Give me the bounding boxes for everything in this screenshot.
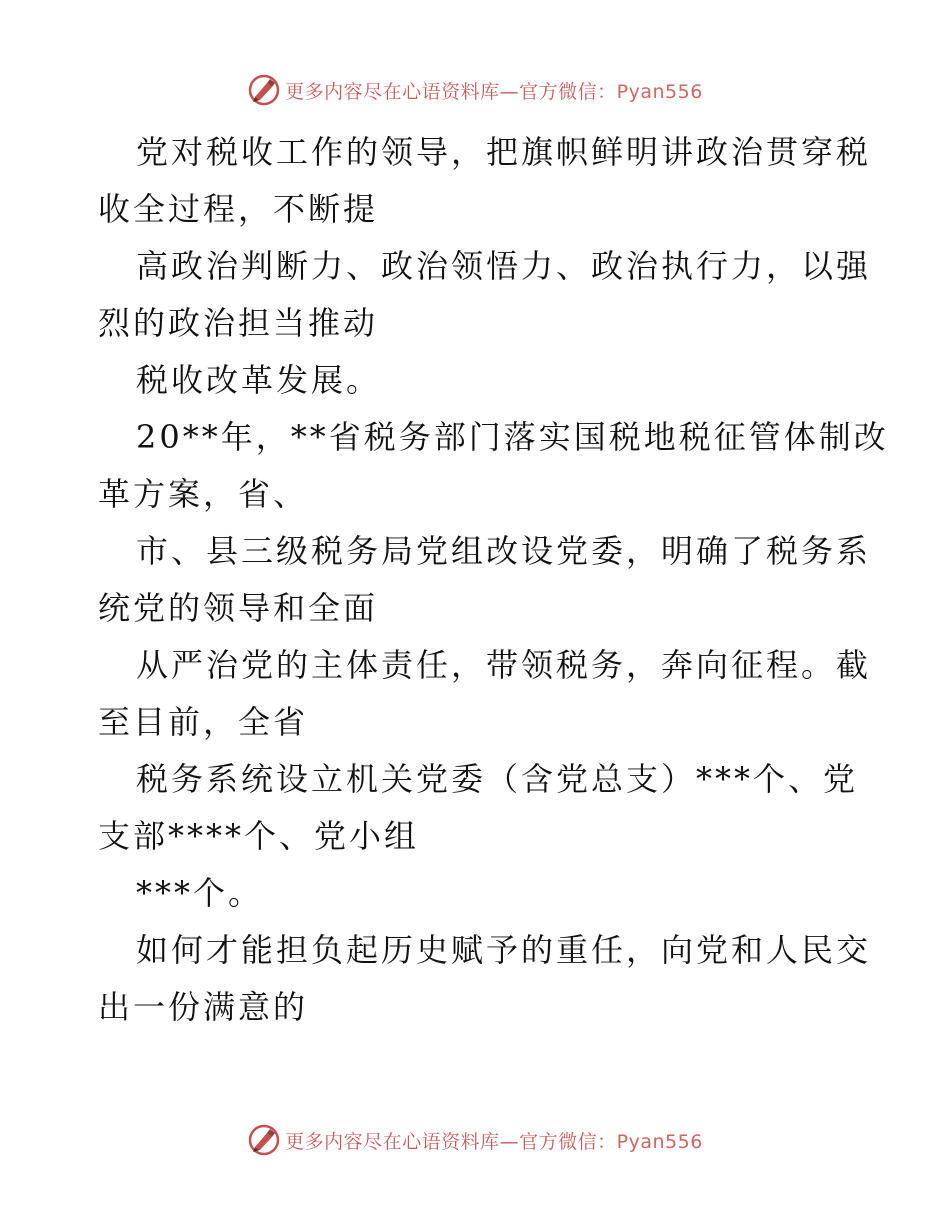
text-line: 从严治党的主体责任，带领税务，奔向征程。截: [136, 646, 872, 684]
text-line: 税务系统设立机关党委（含党总支）***个、党: [136, 760, 859, 798]
text-line: 支部****个、党小组: [98, 817, 420, 855]
text-line: 至目前，全省: [98, 703, 309, 741]
watermark-wechat-id: Pyan556: [616, 80, 703, 103]
paragraph: [98, 865, 858, 922]
text-line: 出一份满意的: [98, 988, 309, 1026]
paragraph: [98, 637, 872, 751]
paragraph: [98, 238, 872, 352]
text-line: 20**年，**省税务部门落实国税地税征管体制改: [136, 418, 889, 456]
watermark-wechat-id: Pyan556: [616, 1130, 703, 1153]
text-line: 党对税收工作的领导，把旗帜鲜明讲政治贯穿税: [136, 133, 872, 171]
header-watermark: [0, 70, 950, 110]
text-line: 税收改革发展。: [136, 361, 382, 399]
paragraph: [98, 409, 889, 523]
watermark-text: 更多内容尽在心语资料库—官方微信：: [285, 1130, 617, 1153]
text-line: 高政治判断力、政治领悟力、政治执行力，以强: [136, 247, 872, 285]
text-line: 革方案，省、: [98, 475, 309, 513]
text-line: 如何才能担负起历史赋予的重任，向党和人民交: [136, 931, 872, 969]
text-line: 市、县三级税务局党组改设党委，明确了税务系: [136, 532, 872, 570]
pen-logo-icon: [247, 1123, 281, 1157]
paragraph: [98, 124, 872, 238]
text-line: 收全过程，不断提: [98, 190, 379, 228]
pen-logo-icon: [247, 73, 281, 107]
footer-watermark: [0, 1120, 950, 1160]
watermark-text: 更多内容尽在心语资料库—官方微信：: [285, 80, 617, 103]
paragraph: [98, 352, 858, 409]
paragraph: [98, 523, 872, 637]
paragraph: [98, 751, 858, 865]
paragraph: [98, 922, 872, 1036]
document-body: [98, 124, 889, 1036]
text-line: 统党的领导和全面: [98, 589, 379, 627]
text-line: ***个。: [136, 874, 264, 912]
text-line: 烈的政治担当推动: [98, 304, 379, 342]
